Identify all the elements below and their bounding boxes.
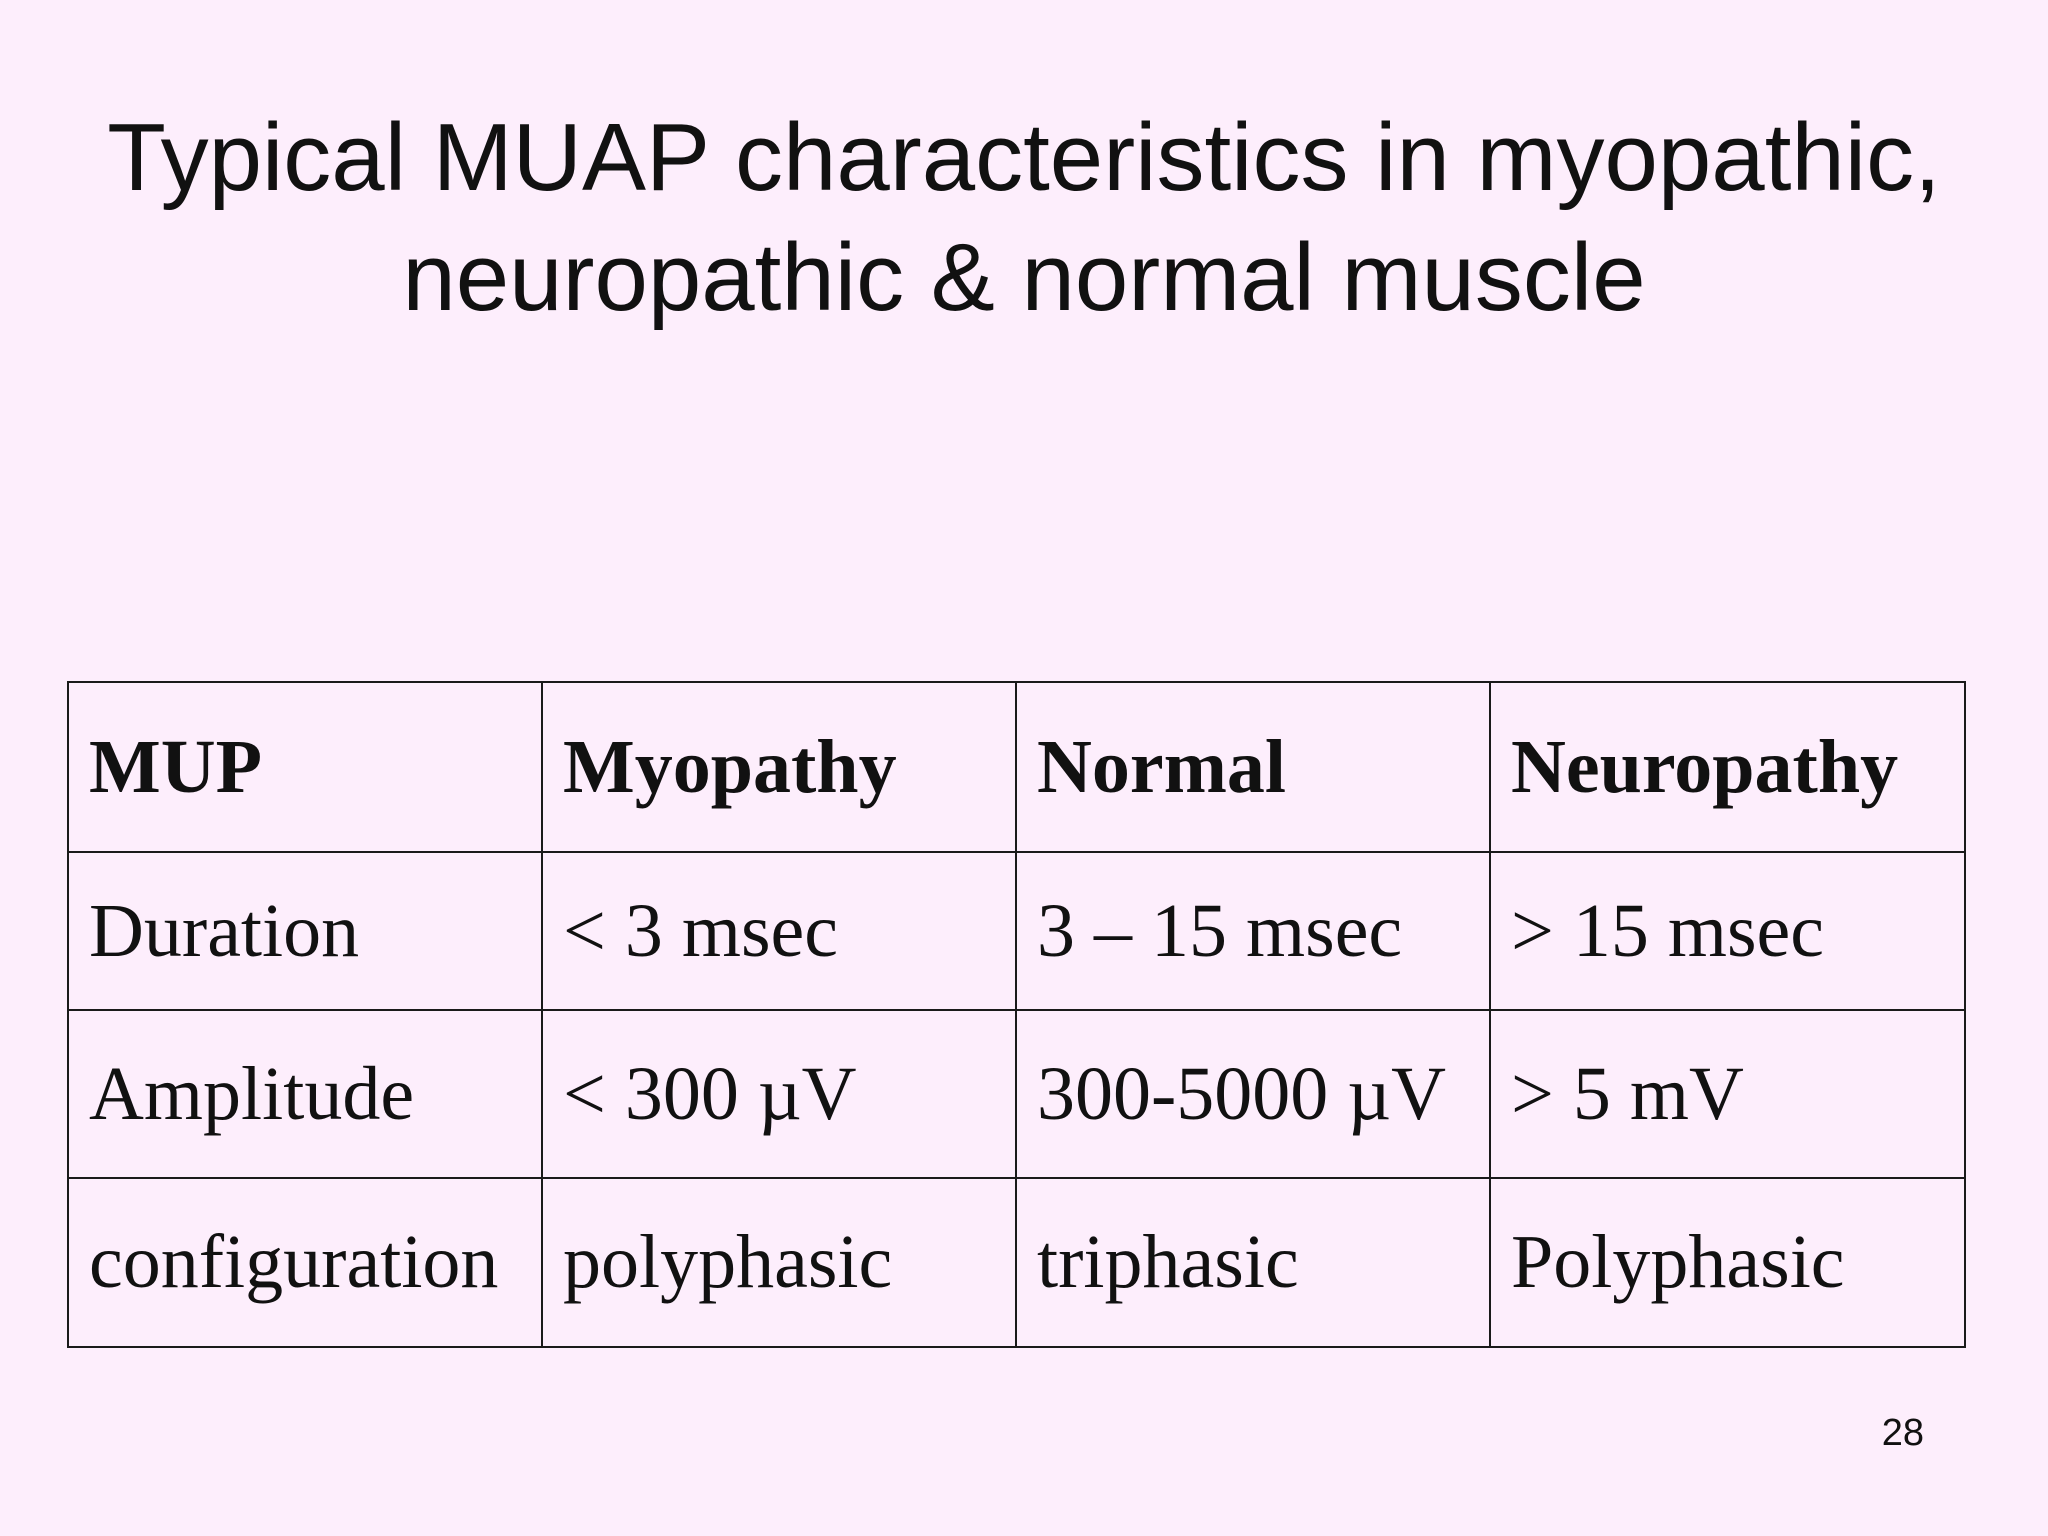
header-cell-normal: Normal [1016,682,1490,852]
slide-title-line-2: neuropathic & normal muscle [402,224,1646,331]
table-row-configuration [68,1178,1965,1347]
table-header-row [68,682,1965,852]
header-cell-neuropathy: Neuropathy [1490,682,1965,852]
table-cell: > 5 mV [1490,1010,1965,1178]
slide-title-line-1: Typical MUAP characteristics in myopathic, [107,104,1941,211]
table-row-duration [68,852,1965,1010]
header-cell-myopathy: Myopathy [542,682,1016,852]
table-cell: > 15 msec [1490,852,1965,1010]
muap-characteristics-table [67,681,1966,1348]
slide-title [0,98,2048,338]
table-cell: Amplitude [68,1010,542,1178]
table-cell: 300-5000 µV [1016,1010,1490,1178]
table-cell: triphasic [1016,1178,1490,1347]
table-cell: Polyphasic [1490,1178,1965,1347]
table-cell: < 300 µV [542,1010,1016,1178]
table-row-amplitude [68,1010,1965,1178]
table-cell: configuration [68,1178,542,1347]
table-cell: < 3 msec [542,852,1016,1010]
header-cell-mup: MUP [68,682,542,852]
slide-page-number: 28 [1881,1412,1924,1454]
table-cell: polyphasic [542,1178,1016,1347]
table-cell: Duration [68,852,542,1010]
table-cell: 3 – 15 msec [1016,852,1490,1010]
